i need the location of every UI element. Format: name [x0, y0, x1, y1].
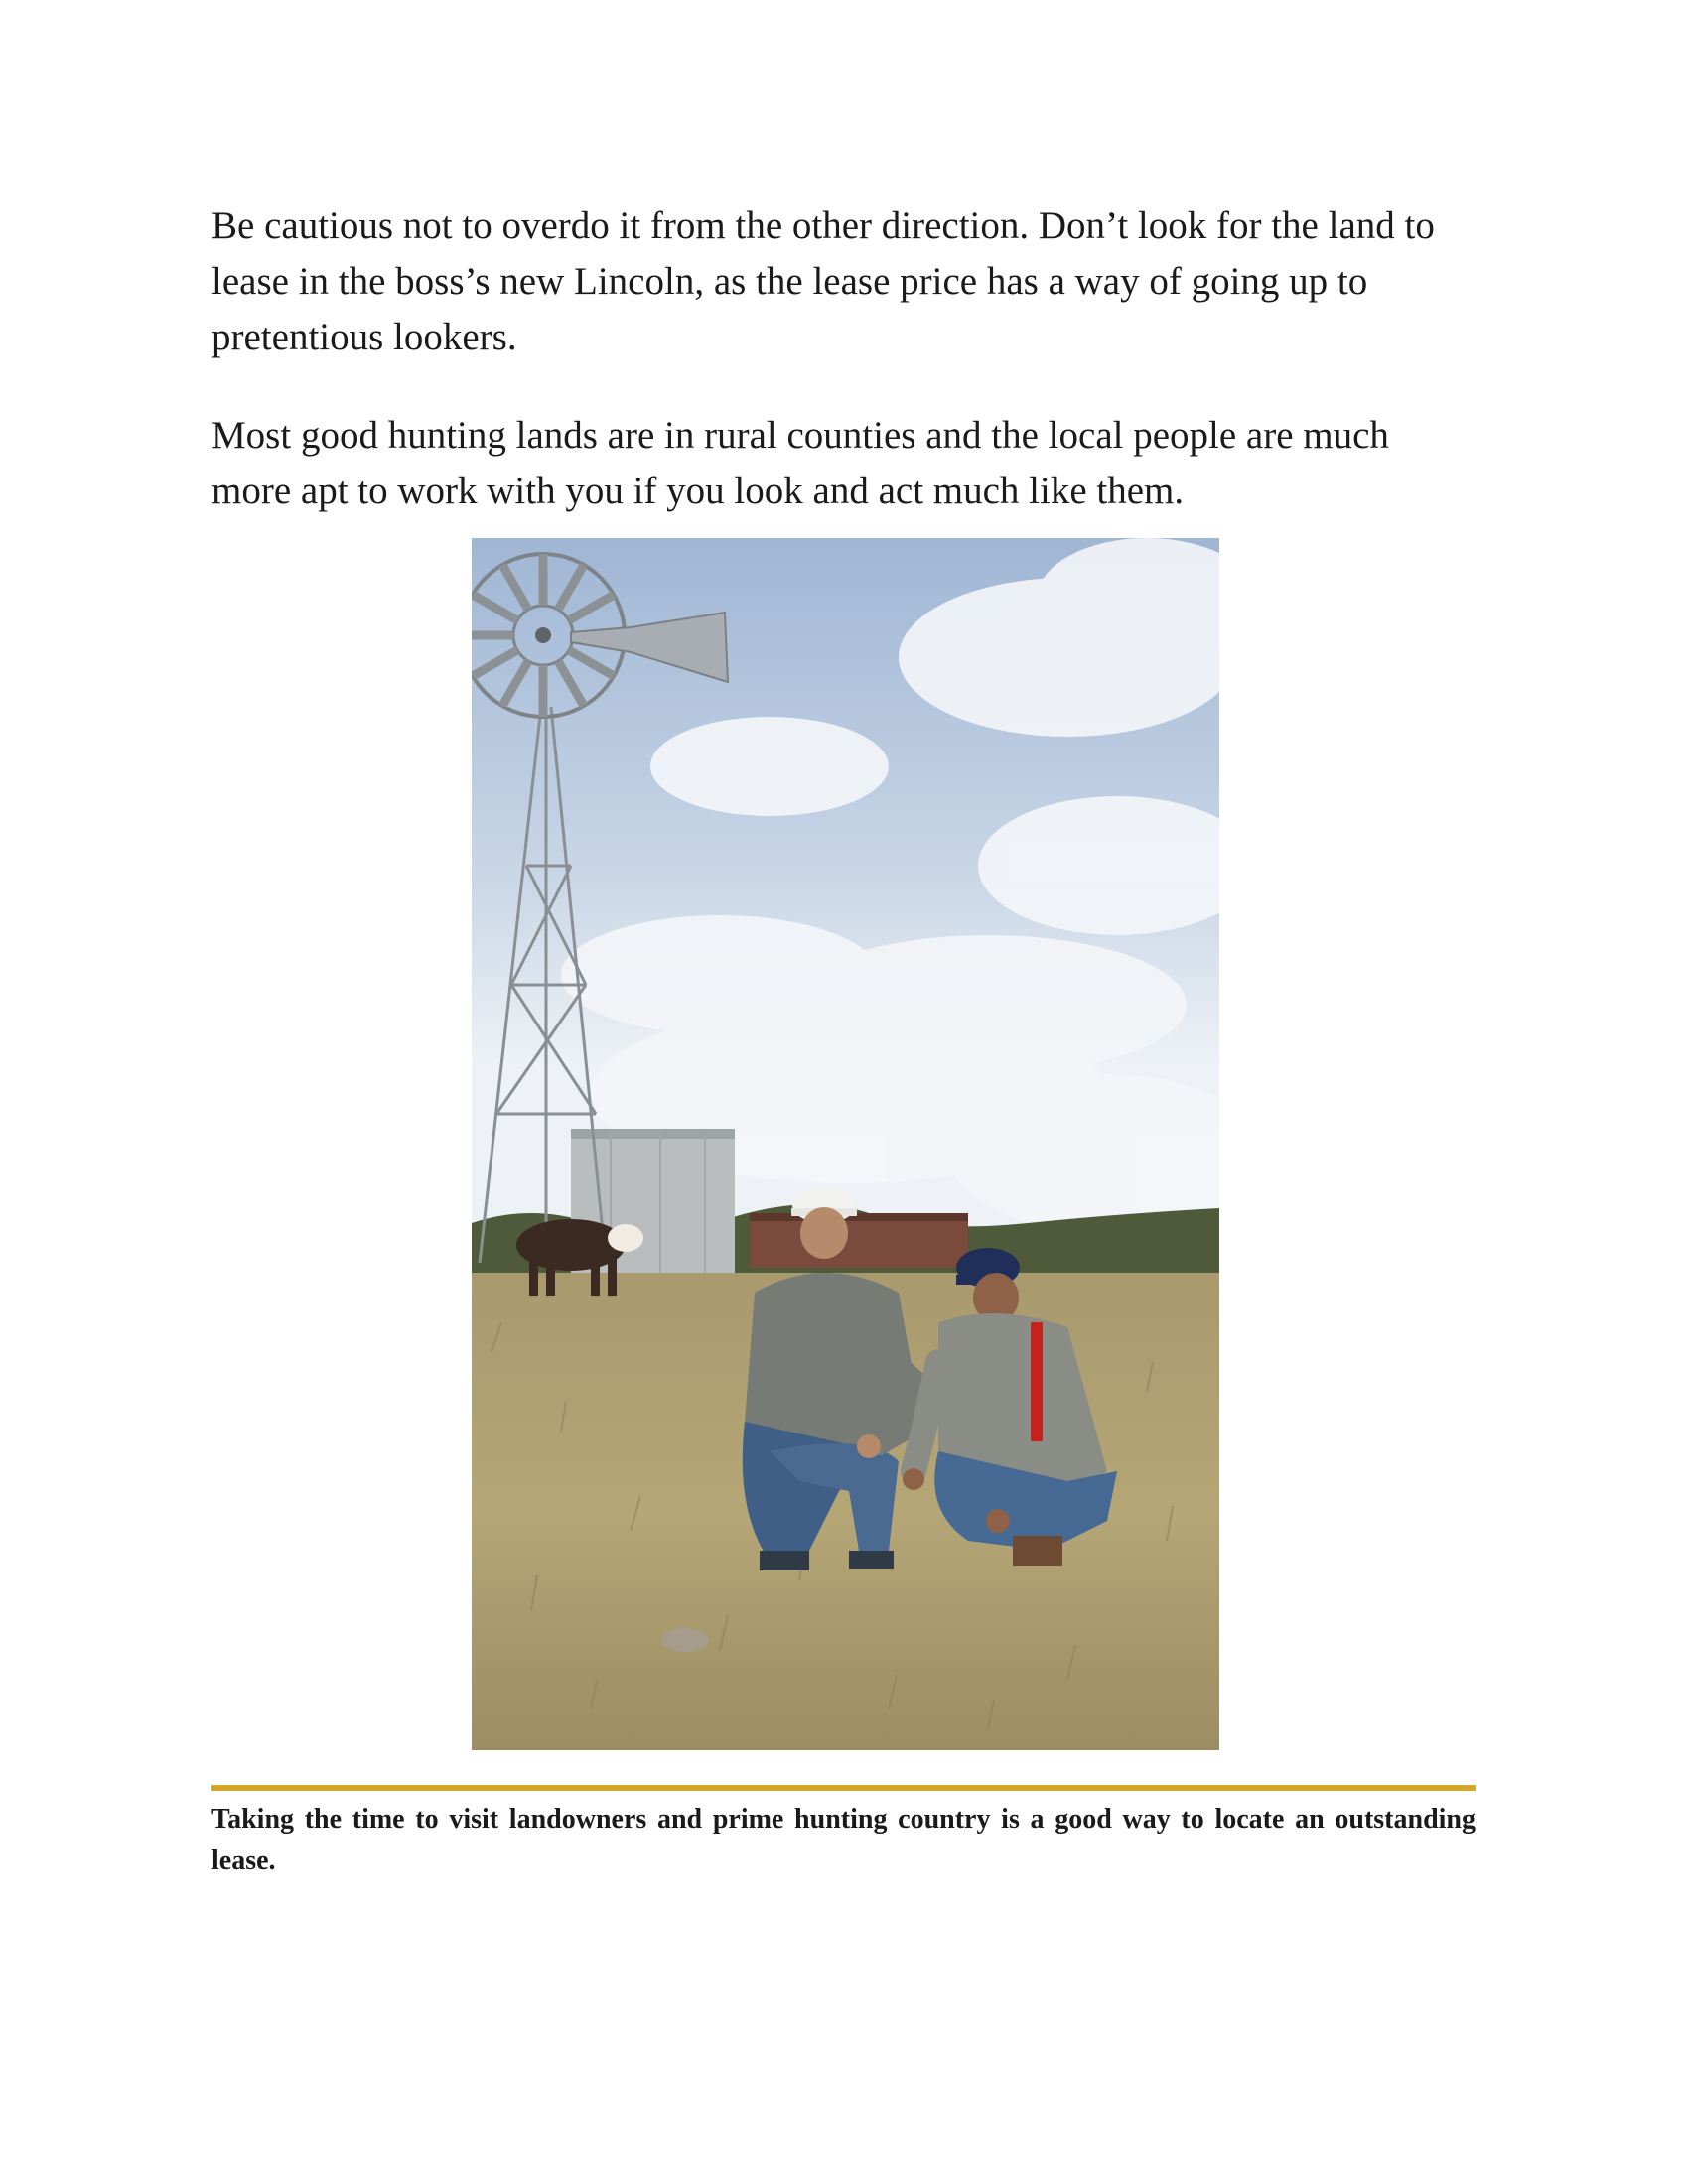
caption-divider [211, 1785, 1476, 1791]
figure-caption: Taking the time to visit landowners and prime hunting country is a good way to locate an outstanding lease. [211, 1804, 1476, 1876]
body-paragraph: Most good hunting lands are in rural counties and the local people are much more apt to work with you if you look and act much like them. [211, 414, 1389, 512]
body-paragraph: Be cautious not to overdo it from the other direction. Don’t look for the land to lease in the boss’s new Lincoln, as the lease price has a way of going up to pretentious lookers. [211, 205, 1435, 358]
photo-landowners-windmill [472, 538, 1219, 1750]
